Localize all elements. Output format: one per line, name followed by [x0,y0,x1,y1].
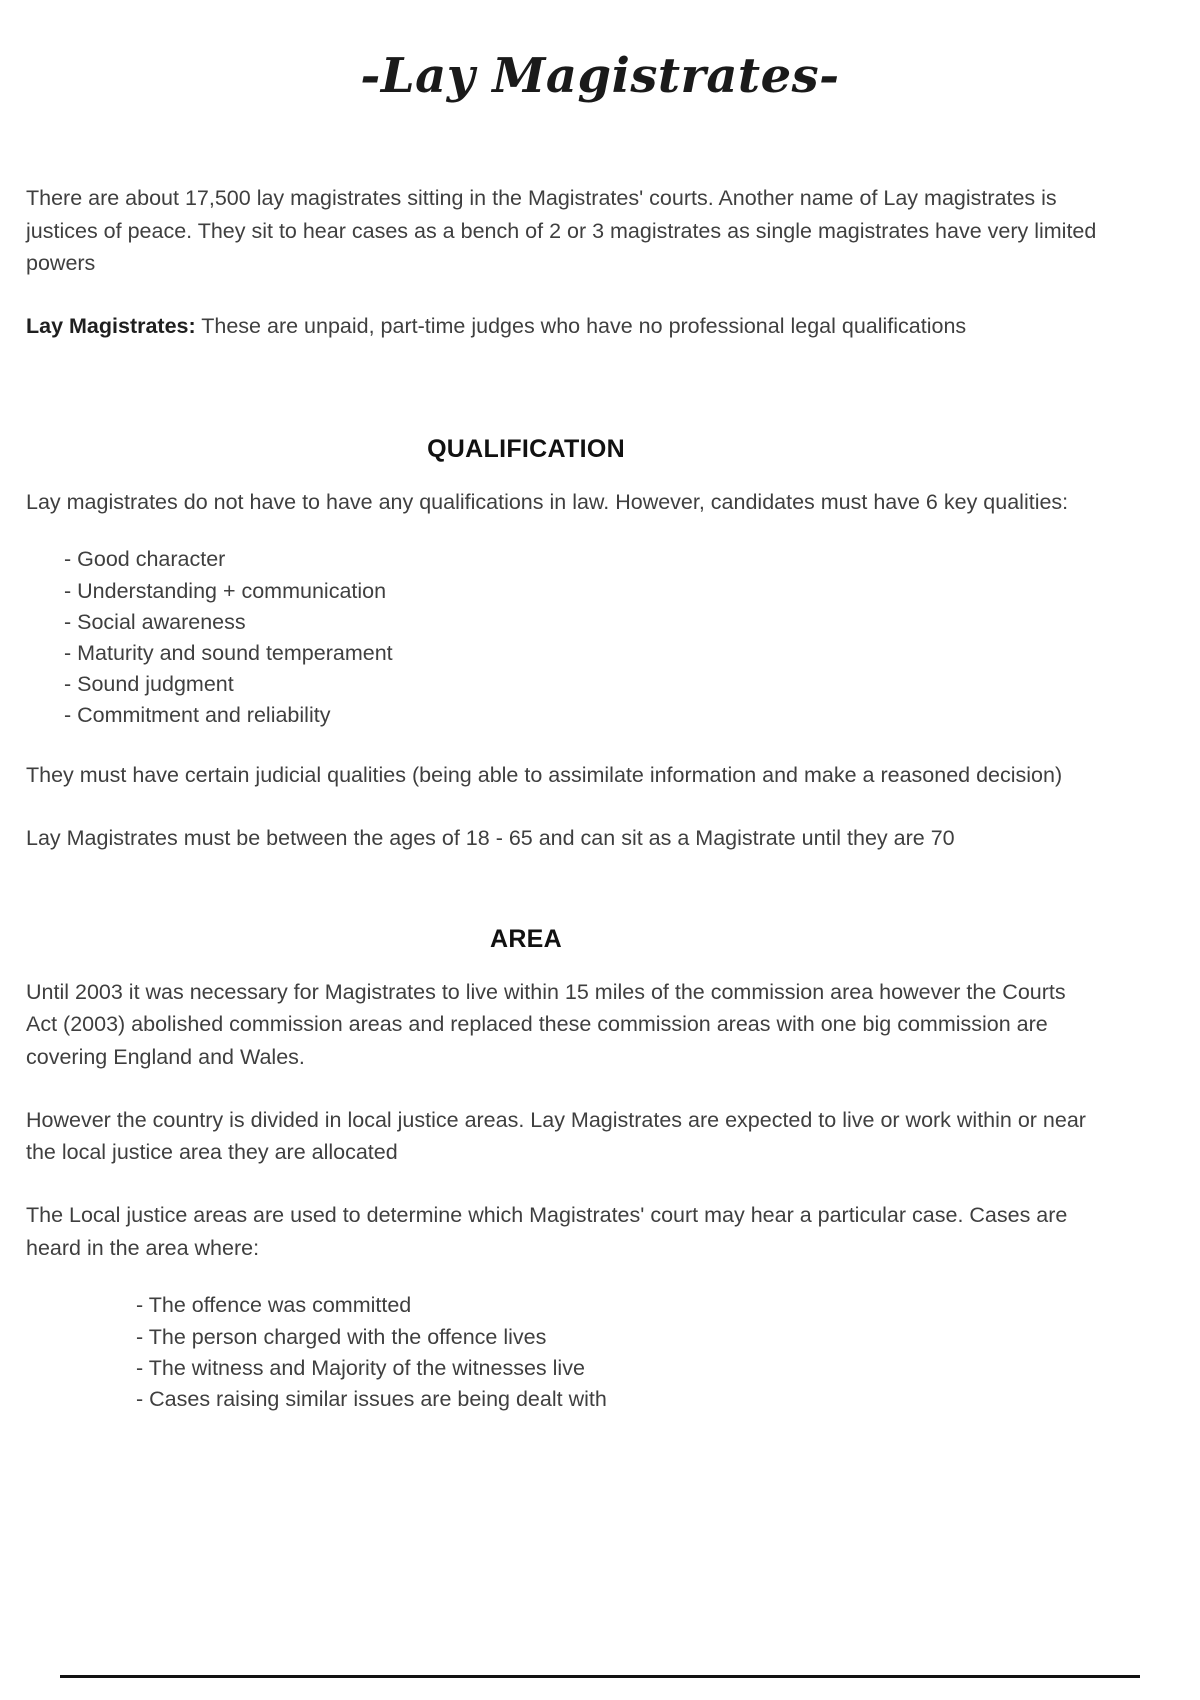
section-heading-area: AREA [489,924,563,953]
list-item: - The witness and Majority of the witnesses live [136,1355,585,1380]
section-spacer [26,885,1100,925]
qualification-bullet-list [26,544,1100,731]
section-heading-qualification: QUALIFICATION [427,434,625,463]
list-item: - The person charged with the offence lives [136,1324,547,1349]
list-item: - Good character [64,547,226,572]
list-item: - Understanding + communication [64,578,387,603]
definition-text: These are unpaid, part-time judges who have no professional legal qualifications [195,314,967,339]
area-paragraph-courts-act: Until 2003 it was necessary for Magistrates to live within 15 miles of the commission area however the Courts Act (2003) abolished commission areas and replaced these commission areas with one big commission are covering England and Wales. [26,979,1066,1070]
document-body [26,182,1100,1415]
qualification-paragraph-age: Lay Magistrates must be between the ages of 18 - 65 and can sit as a Magistrate until they are 70 [26,826,955,851]
footer-divider [60,1675,1140,1678]
area-paragraph-case-allocation: The Local justice areas are used to determine which Magistrates' court may hear a particular case. Cases are heard in the area where: [26,1203,1068,1260]
page-title: -Lay Magistrates- [360,48,840,104]
definition-paragraph [26,310,1100,343]
list-item: - Commitment and reliability [64,703,331,728]
definition-term: Lay Magistrates: [26,314,196,339]
list-item: - The offence was committed [136,1293,412,1318]
area-paragraph-local-justice-areas: However the country is divided in local justice areas. Lay Magistrates are expected to live or work within or near the local justice area they are allocated [26,1107,1086,1165]
intro-paragraph: There are about 17,500 lay magistrates sitting in the Magistrates' courts. Another name of Lay magistrates is justices of peace. They sit to hear cases as a bench of 2 or 3 magistrates as single magistrates have very limited powers [26,186,1097,276]
list-item: - Social awareness [64,609,246,634]
list-item: - Maturity and sound temperament [64,640,393,665]
area-bullet-list [26,1290,1100,1415]
section-spacer [26,369,1100,435]
qualification-paragraph-judicial-qualities: They must have certain judicial qualities (being able to assimilate information and make a reasoned decision) [26,763,1063,788]
qualification-intro: Lay magistrates do not have to have any qualifications in law. However, candidates must have 6 key qualities: [26,489,1069,514]
list-item: - Sound judgment [64,672,234,697]
list-item: - Cases raising similar issues are being dealt with [136,1386,607,1411]
